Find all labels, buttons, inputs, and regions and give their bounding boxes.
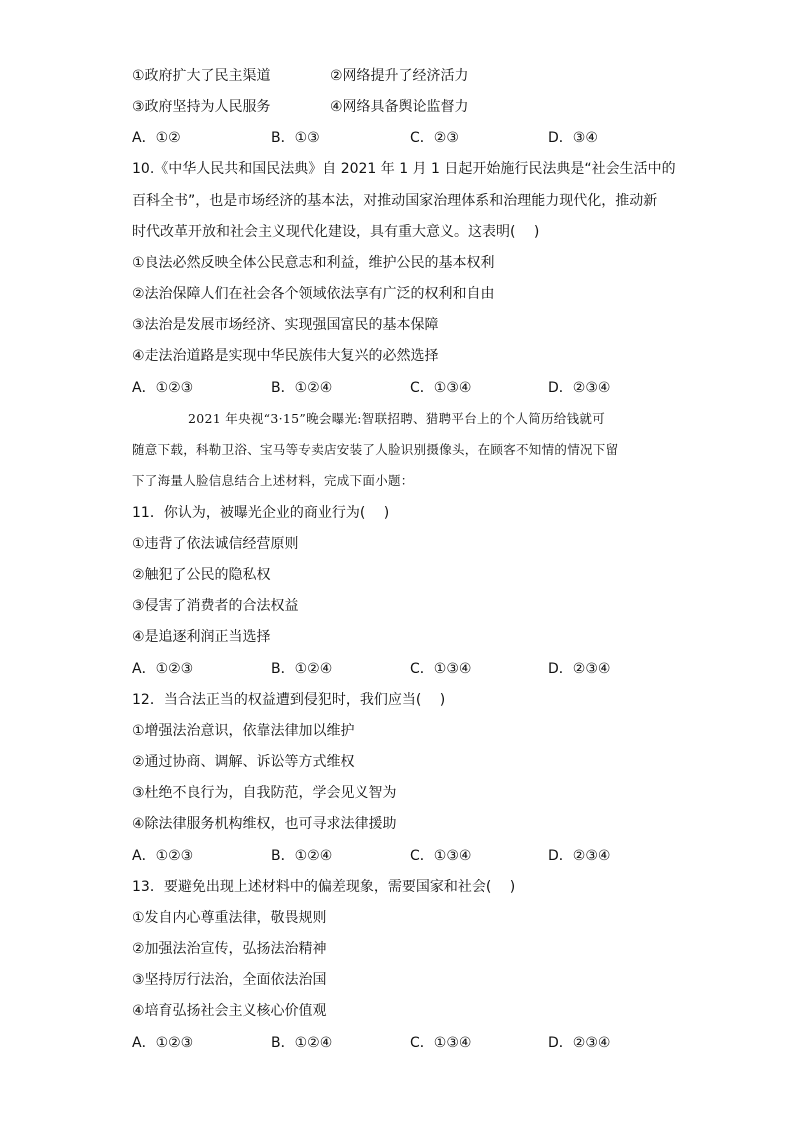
- q10-choice-2: ②法治保障人们在社会各个领域依法享有广泛的权利和自由: [132, 286, 495, 302]
- q10-stem-line-1: 10.《中华人民共和国民法典》自 2021 年 1 月 1 日起开始施行民法典是“社会生活中的: [132, 161, 676, 177]
- option-b: B．①③: [271, 130, 320, 146]
- q13-stem: 13．要避免出现上述材料中的偏差现象，需要国家和社会( ): [132, 879, 516, 895]
- q10-choice-4: ④走法治道路是实现中华民族伟大复兴的必然选择: [132, 348, 439, 364]
- q10-option-d: D．②③④: [548, 380, 611, 396]
- q11-option-c: C．①③④: [410, 661, 472, 677]
- q10-stem-line-3: 时代改革开放和社会主义现代化建设，具有重大意义。这表明( ): [132, 224, 540, 240]
- option-c: C．②③: [410, 130, 459, 146]
- q12-option-a: A．①②③: [132, 848, 194, 864]
- q12-stem: 12．当合法正当的权益遭到侵犯时，我们应当( ): [132, 692, 446, 708]
- q11-option-a: A．①②③: [132, 661, 194, 677]
- q10-option-c: C．①③④: [410, 380, 472, 396]
- material-line-2: 随意下载，科勒卫浴、宝马等专卖店安装了人脸识别摄像头，在顾客不知情的情况下留: [132, 442, 619, 457]
- q12-option-c: C．①③④: [410, 848, 472, 864]
- q11-option-b: B．①②④: [271, 661, 333, 677]
- choice-3: ③政府坚持为人民服务: [132, 99, 271, 115]
- material-line-3: 下了海量人脸信息结合上述材料，完成下面小题：: [132, 473, 414, 488]
- q12-option-d: D．②③④: [548, 848, 611, 864]
- q12-choice-2: ②通过协商、调解、诉讼等方式维权: [132, 754, 355, 770]
- q13-option-a: A．①②③: [132, 1035, 194, 1051]
- q13-choice-4: ④培育弘扬社会主义核心价值观: [132, 1003, 327, 1019]
- q11-stem: 11．你认为，被曝光企业的商业行为( ): [132, 505, 390, 521]
- choice-1: ①政府扩大了民主渠道: [132, 68, 271, 84]
- q11-choice-4: ④是追逐利润正当选择: [132, 629, 271, 645]
- q10-stem-line-2: 百科全书”，也是市场经济的基本法，对推动国家治理体系和治理能力现代化，推动新: [132, 193, 658, 209]
- material-line-1: 2021 年央视“3·15”晚会曝光:智联招聘、猎聘平台上的个人简历给钱就可: [188, 411, 606, 426]
- q12-choice-1: ①增强法治意识，依靠法律加以维护: [132, 723, 355, 739]
- choice-2: ②网络提升了经济活力: [330, 68, 469, 84]
- q10-option-a: A．①②③: [132, 380, 194, 396]
- q13-choice-2: ②加强法治宣传，弘扬法治精神: [132, 941, 327, 957]
- option-a: A．①②: [132, 130, 181, 146]
- option-d: D．③④: [548, 130, 598, 146]
- q10-choice-1: ①良法必然反映全体公民意志和利益，维护公民的基本权利: [132, 255, 495, 271]
- q12-choice-3: ③杜绝不良行为，自我防范，学会见义智为: [132, 785, 397, 801]
- q10-option-b: B．①②④: [271, 380, 333, 396]
- q11-choice-2: ②触犯了公民的隐私权: [132, 567, 271, 583]
- q13-option-c: C．①③④: [410, 1035, 472, 1051]
- q11-option-d: D．②③④: [548, 661, 611, 677]
- q11-choice-1: ①违背了依法诚信经营原则: [132, 536, 299, 552]
- q12-option-b: B．①②④: [271, 848, 333, 864]
- choice-4: ④网络具备舆论监督力: [330, 99, 469, 115]
- q13-choice-3: ③坚持厉行法治，全面依法治国: [132, 972, 327, 988]
- q13-choice-1: ①发自内心尊重法律，敬畏规则: [132, 910, 327, 926]
- q13-option-b: B．①②④: [271, 1035, 333, 1051]
- q11-choice-3: ③侵害了消费者的合法权益: [132, 598, 299, 614]
- q10-choice-3: ③法治是发展市场经济、实现强国富民的基本保障: [132, 317, 439, 333]
- q13-option-d: D．②③④: [548, 1035, 611, 1051]
- q12-choice-4: ④除法律服务机构维权，也可寻求法律援助: [132, 816, 397, 832]
